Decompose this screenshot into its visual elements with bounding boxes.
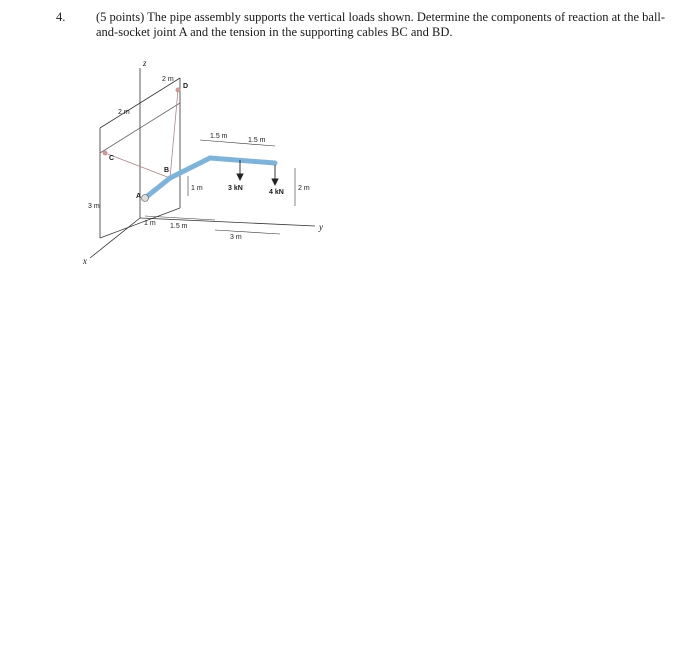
dim-3m-bottom: 3 m	[230, 234, 242, 241]
pipe-segment-ab	[145, 178, 170, 198]
pipe-assembly-diagram	[70, 48, 330, 273]
pipe-segment-horizontal	[210, 158, 275, 163]
load-3kn-arrowhead-icon	[237, 174, 243, 180]
cable-bd	[170, 90, 178, 178]
socket-a-icon	[142, 195, 149, 202]
dim-2m-top: 2 m	[162, 76, 174, 83]
x-axis-label: x	[83, 256, 87, 266]
point-c-label: C	[109, 155, 115, 162]
point-b-label: B	[164, 167, 170, 174]
load-4kn-arrowhead-icon	[272, 179, 278, 185]
anchor-d-icon	[176, 88, 181, 93]
cable-bc	[105, 153, 170, 178]
dim-2m-right: 2 m	[298, 185, 310, 192]
dim-1m-vertical: 1 m	[191, 185, 203, 192]
point-a-label: A	[136, 193, 142, 200]
dim-1-5m-bottom: 1.5 m	[170, 223, 188, 230]
anchor-c-icon	[103, 151, 108, 156]
z-axis-label: z	[143, 58, 147, 68]
point-d-label: D	[183, 83, 189, 90]
load-4kn-label: 4 kN	[269, 189, 284, 196]
pipe-assembly-figure	[70, 48, 330, 273]
dim-1-5m-top-a: 1.5 m	[210, 133, 228, 140]
dim-line-bottom-3m	[215, 230, 280, 234]
dim-3m-vertical: 3 m	[88, 203, 100, 210]
x-axis-line	[90, 218, 140, 258]
load-3kn-label: 3 kN	[228, 185, 243, 192]
dim-1m-bottom: 1 m	[144, 220, 156, 227]
y-axis-line	[140, 218, 315, 226]
y-axis-label: y	[319, 222, 323, 232]
problem-text: (5 points) The pipe assembly supports the vertical loads shown. Determine the components of reaction at the ball-and-socket joint A and the tension in the supporting cables BC and BD.	[96, 10, 666, 39]
pipe-segment-b-elbow	[170, 158, 210, 178]
dim-2m-left: 2 m	[118, 109, 130, 116]
problem-number: 4.	[56, 10, 66, 24]
dim-1-5m-top-b: 1.5 m	[248, 137, 266, 144]
